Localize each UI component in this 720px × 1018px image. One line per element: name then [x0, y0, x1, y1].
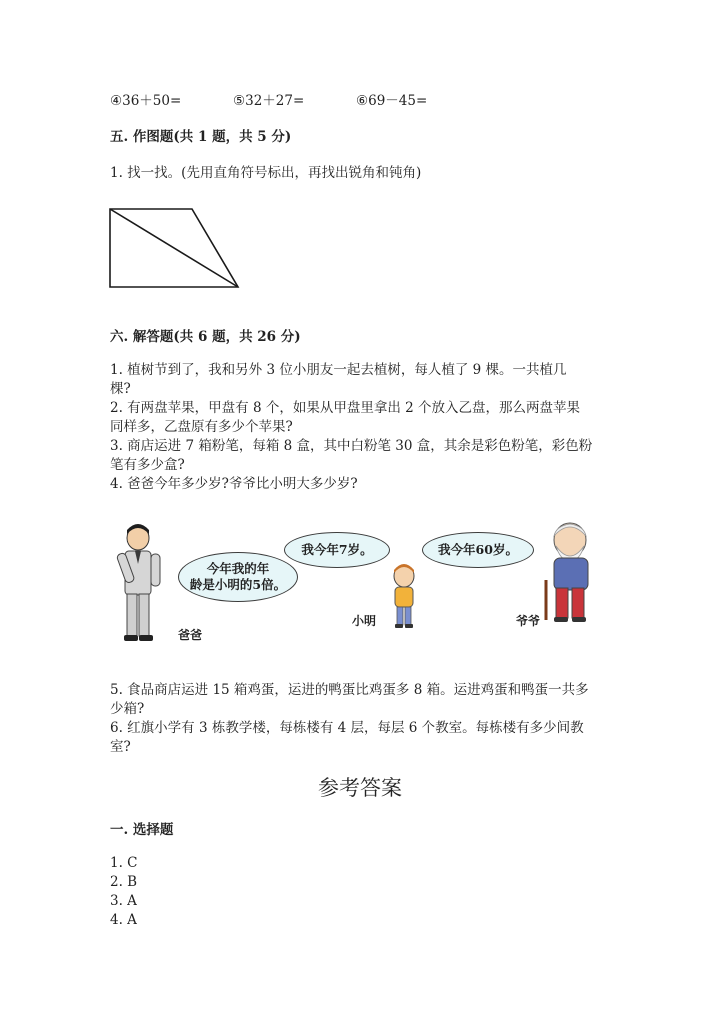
answer-item-1: 1. C	[110, 855, 138, 871]
question-6	[110, 719, 610, 757]
grandpa-figure	[540, 520, 604, 624]
question-2-line-2: 同样多，乙盘原有多少个苹果?	[110, 419, 293, 435]
bubble-ming: 我今年7岁。	[284, 532, 390, 568]
question-1-line-2: 棵?	[110, 381, 131, 397]
bubble-grandpa: 我今年60岁。	[422, 532, 534, 568]
question-3	[110, 437, 610, 475]
question-6-line-1: 6. 红旗小学有 3 栋教学楼，每栋楼有 4 层，每层 6 个教室。每栋楼有多少间教	[110, 720, 584, 736]
bubble-dad	[178, 552, 298, 602]
question-2	[110, 399, 610, 437]
section5-title: 五. 作图题(共 1 题，共 5 分)	[110, 129, 292, 145]
trapezoid-figure	[104, 203, 244, 293]
answer-item-2: 2. B	[110, 874, 138, 890]
bubble-dad-line-1: 今年我的年	[206, 561, 270, 576]
arith-item-6: ⑥69－45=	[356, 93, 428, 109]
dad-figure	[108, 524, 170, 646]
question-5	[110, 681, 610, 719]
question-1-line-1: 1. 植树节到了，我和另外 3 位小朋友一起去植树，每人植了 9 棵。一共植几	[110, 362, 567, 378]
answers-section-1: 一. 选择题	[110, 822, 174, 838]
question-1	[110, 361, 610, 399]
question-5-line-1: 5. 食品商店运进 15 箱鸡蛋，运进的鸭蛋比鸡蛋多 8 箱。运进鸡蛋和鸭蛋一共多	[110, 682, 589, 698]
question-5-line-2: 少箱?	[110, 701, 145, 717]
answers-title: 参考答案	[318, 776, 402, 800]
age-illustration	[100, 520, 620, 650]
section6-title: 六. 解答题(共 6 题，共 26 分)	[110, 329, 301, 345]
question-6-line-2: 室?	[110, 739, 131, 755]
question-3-line-1: 3. 商店运进 7 箱粉笔，每箱 8 盒，其中白粉笔 30 盒，其余是彩色粉笔，彩色粉	[110, 438, 593, 454]
section5-question-1: 1. 找一找。(先用直角符号标出，再找出锐角和钝角)	[110, 165, 422, 181]
label-dad: 爸爸	[178, 628, 203, 642]
question-3-line-2: 笔有多少盒?	[110, 457, 185, 473]
label-ming: 小明	[352, 614, 377, 628]
answer-item-3: 3. A	[110, 893, 137, 909]
question-4-line-1: 4. 爸爸今年多少岁?爷爷比小明大多少岁?	[110, 476, 358, 492]
bubble-dad-line-2: 龄是小明的5倍。	[189, 577, 287, 592]
question-4	[110, 475, 610, 494]
question-2-line-1: 2. 有两盘苹果，甲盘有 8 个，如果从甲盘里拿出 2 个放入乙盘，那么两盘苹果	[110, 400, 581, 416]
arith-item-5: ⑤32＋27=	[233, 93, 305, 109]
trapezoid-diagonal	[110, 209, 238, 287]
answers-list	[110, 854, 610, 930]
ming-figure	[387, 564, 421, 630]
answer-item-4: 4. A	[110, 912, 137, 928]
arith-item-4: ④36＋50=	[110, 93, 182, 109]
label-grandpa: 爷爷	[516, 614, 541, 628]
